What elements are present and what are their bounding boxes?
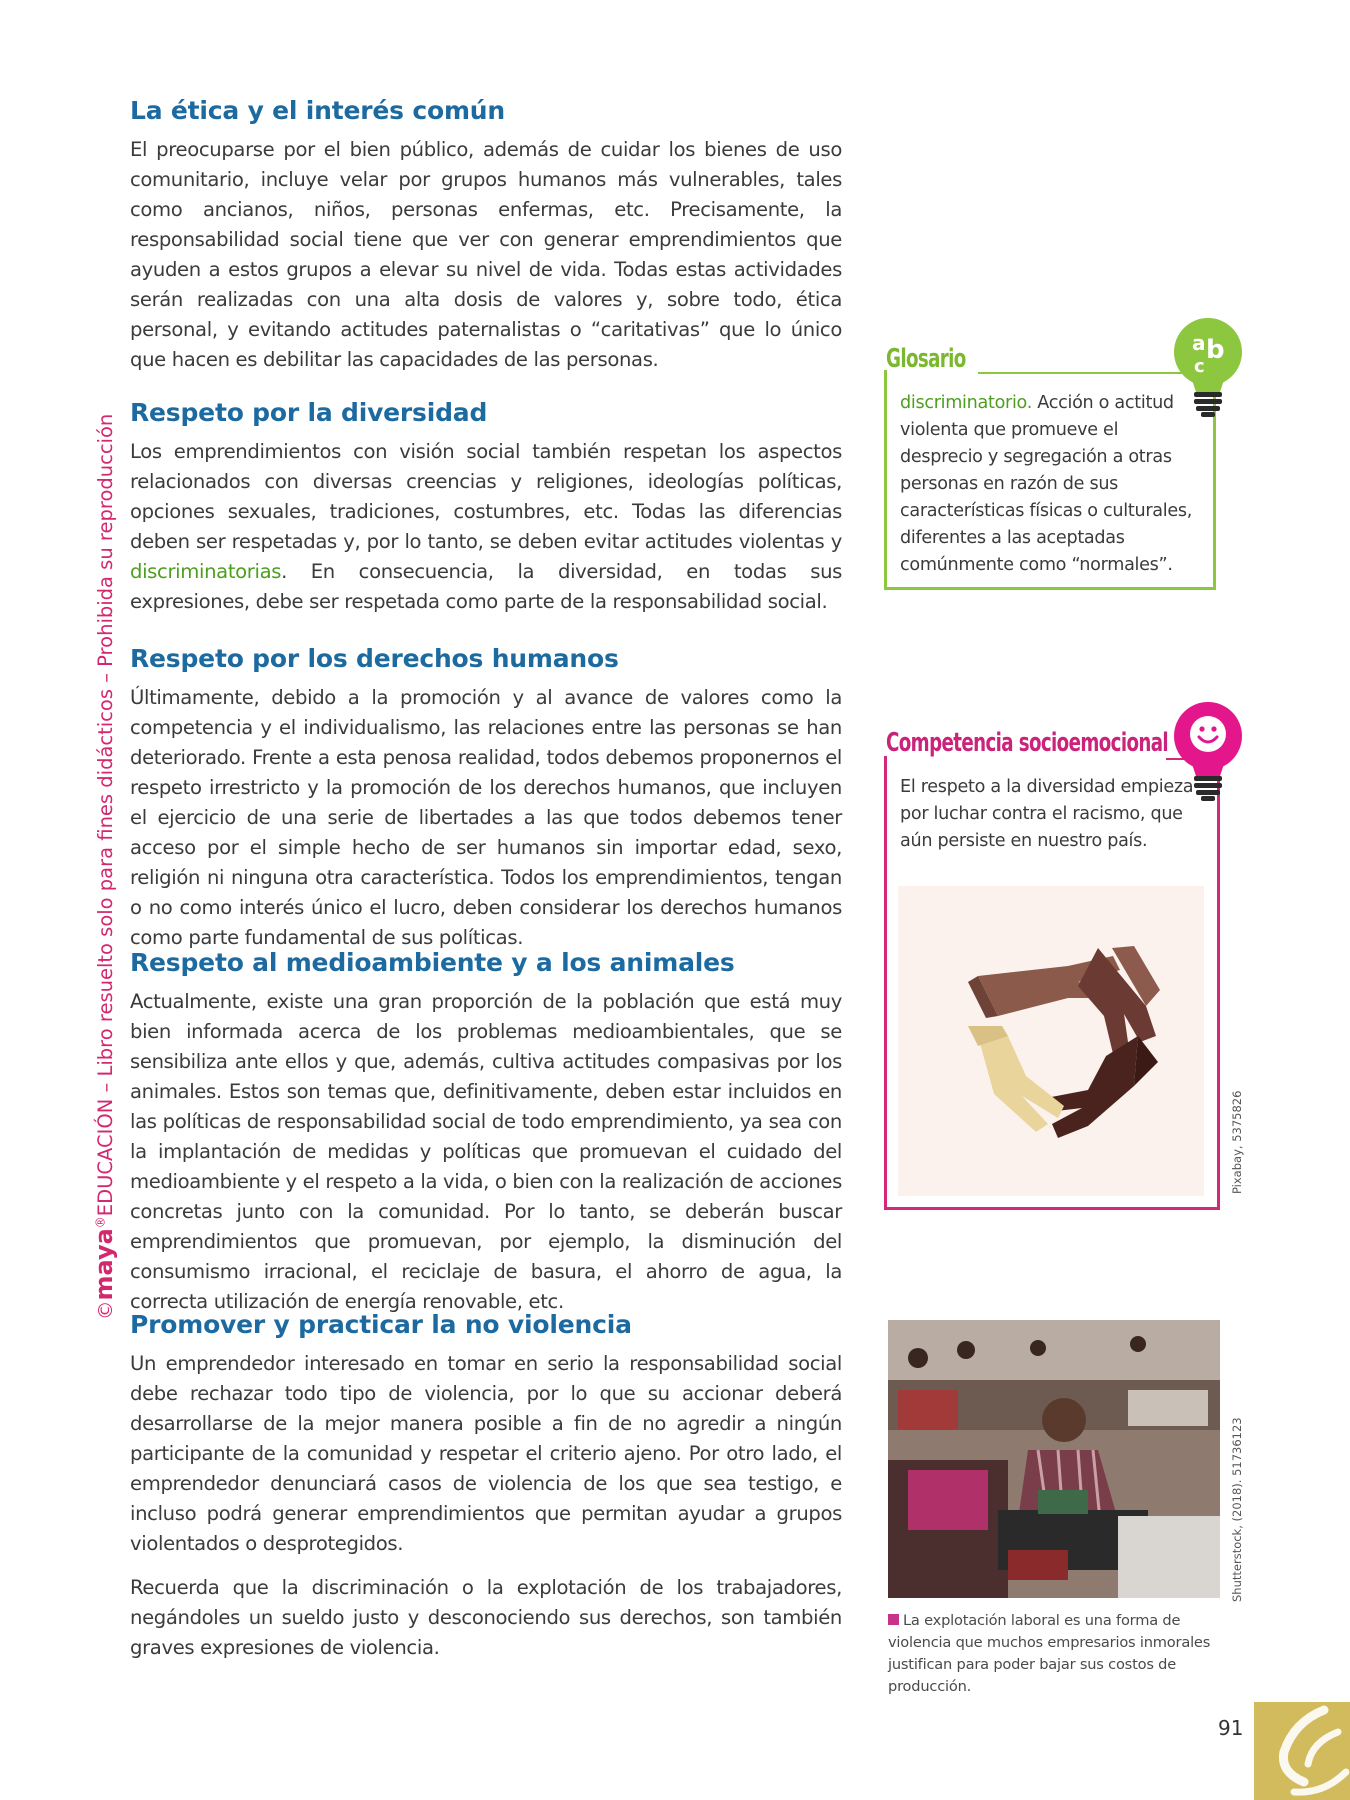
caption-bullet-icon xyxy=(888,1614,899,1625)
caption-text: La explotación laboral es una forma de violencia que muchos empresarios inmorales justifican para poder bajar sus costos de producción. xyxy=(888,1612,1211,1695)
registered-mark: ® xyxy=(93,1216,108,1229)
paragraph-text: . En consecuencia, la diversidad, en todas sus expresiones, debe ser respetada como parte de la responsabilidad social. xyxy=(130,560,842,613)
section-heading: Respeto por los derechos humanos xyxy=(130,644,619,673)
image-credit: Pixabay, 5375826 xyxy=(1230,1090,1244,1194)
glossary-title: Glosario xyxy=(886,344,966,374)
section-paragraph: El preocuparse por el bien público, además de cuidar los bienes de uso comunitario, incluye velar por grupos humanos más vulnerables, tales como ancianos, niños, personas enfermas, etc. Precisamente, la responsabilidad social tiene que ver con generar emprendimientos que ayuden a estos grupos a elevar su nivel de vida. Todas estas actividades serán realizadas con una alta dosis de valores y, sobre todo, ética personal, y evitando actitudes paternalistas o “caritativas” que lo único que hacen es debilitar las capacidades de las personas. xyxy=(130,138,842,371)
section-etica xyxy=(130,96,842,389)
section-heading: Respeto al medioambiente y a los animales xyxy=(130,948,735,977)
copyright-text: EDUCACIÓN – Libro resuelto solo para fines didácticos – Prohibida su reproducción xyxy=(94,413,117,1217)
section-heading: La ética y el interés común xyxy=(130,96,505,125)
glossary-definition: Acción o actitud violenta que promueve el desprecio y segregación a otras personas en razón de sus características físicas o culturales, diferentes a las aceptadas comúnmente como “normales”. xyxy=(900,393,1193,575)
photo-credit: Shutterstock, (2018). 51736123 xyxy=(1230,1417,1244,1602)
section-paragraph: Recuerda que la discriminación o la explotación de los trabajadores, negándoles un sueldo justo y desconociendo sus derechos, son también graves expresiones de violencia. xyxy=(130,1576,842,1659)
section-derechos-humanos xyxy=(130,644,842,967)
copyright-strip xyxy=(90,413,118,1320)
competencia-text: El respeto a la diversidad empieza por luchar contra el racismo, que aún persiste en nuestro país. xyxy=(900,777,1194,851)
brand-logo: maya xyxy=(90,1228,118,1301)
svg-text:a: a xyxy=(1192,331,1206,355)
section-paragraph xyxy=(130,437,842,617)
section-medioambiente xyxy=(130,948,842,1331)
glossary-term-link[interactable]: discriminatorias xyxy=(130,560,282,583)
glossary-entry xyxy=(900,390,1200,579)
section-heading: Promover y practicar la no violencia xyxy=(130,1310,632,1339)
copyright-symbol: © xyxy=(94,1300,117,1320)
hand-light-left xyxy=(968,1026,1064,1132)
section-diversidad xyxy=(130,398,842,631)
photo-caption xyxy=(888,1610,1218,1698)
page-number: 91 xyxy=(1218,1716,1244,1740)
hand-darkbrown-right xyxy=(1078,946,1160,1058)
svg-text:c: c xyxy=(1194,356,1205,377)
textile-workers-photo xyxy=(888,1320,1220,1598)
competencia-title: Competencia socioemocional xyxy=(886,728,1169,758)
diversity-hands-image xyxy=(898,886,1204,1196)
section-no-violencia xyxy=(130,1310,842,1677)
glossary-term: discriminatorio. xyxy=(900,393,1033,413)
section-paragraph: Últimamente, debido a la promoción y al avance de valores como la competencia y el individualismo, las relaciones entre las personas se han deteriorado. Frente a esta penosa realidad, todos debemos proponernos el respeto irrestricto y la promoción de los derechos humanos, que incluyen el ejercicio de una serie de libertades a las que todos debemos tener acceso por el simple hecho de ser humanos sin importar edad, sexo, religión ni ninguna otra característica. Todos los emprendimientos, tengan o no como interés único el lucro, deben considerar los derechos humanos como parte fundamental de sus políticas. xyxy=(130,686,842,949)
hand-darkest-bottom xyxy=(1046,1036,1158,1138)
section-heading: Respeto por la diversidad xyxy=(130,398,488,427)
corner-decoration xyxy=(1254,1702,1350,1800)
paragraph-text: Los emprendimientos con visión social también respetan los aspectos relacionados con diversas creencias y religiones, ideologías políticas, opciones sexuales, tradiciones, costumbres, etc. Todas las diferencias deben ser respetadas y, por lo tanto, se deben evitar actitudes violentas y xyxy=(130,440,842,553)
section-paragraph: Actualmente, existe una gran proporción de la población que está muy bien informada acerca de los problemas medioambientales, que se sensibiliza ante ellos y que, además, cultiva actitudes compasivas por los animales. Estos son temas que, definitivamente, deben estar incluidos en las políticas de responsabilidad social de todo emprendimiento, ya sea con la implantación de medidas y políticas que promuevan el cuidado del medioambiente y el respeto a la vida, o bien con la realización de acciones concretas junto con la comunidad. Por lo tanto, se deberán buscar emprendimientos que promuevan, por ejemplo, la disminución del consumismo irracional, el reciclaje de basura, el ahorro de agua, la correcta utilización de energía renovable, etc. xyxy=(130,990,842,1313)
svg-text:b: b xyxy=(1206,335,1225,365)
section-paragraph: Un emprendedor interesado en tomar en serio la responsabilidad social debe rechazar todo tipo de violencia, por lo que su accionar deberá desarrollarse de la mejor manera posible a fin de no agredir a ningún participante de la comunidad y respetar el criterio ajeno. Por otro lado, el emprendedor denunciará casos de violencia de los que sea testigo, e incluso podrá generar emprendimientos que permitan ayudar a grupos violentados o desprotegidos. xyxy=(130,1352,842,1555)
